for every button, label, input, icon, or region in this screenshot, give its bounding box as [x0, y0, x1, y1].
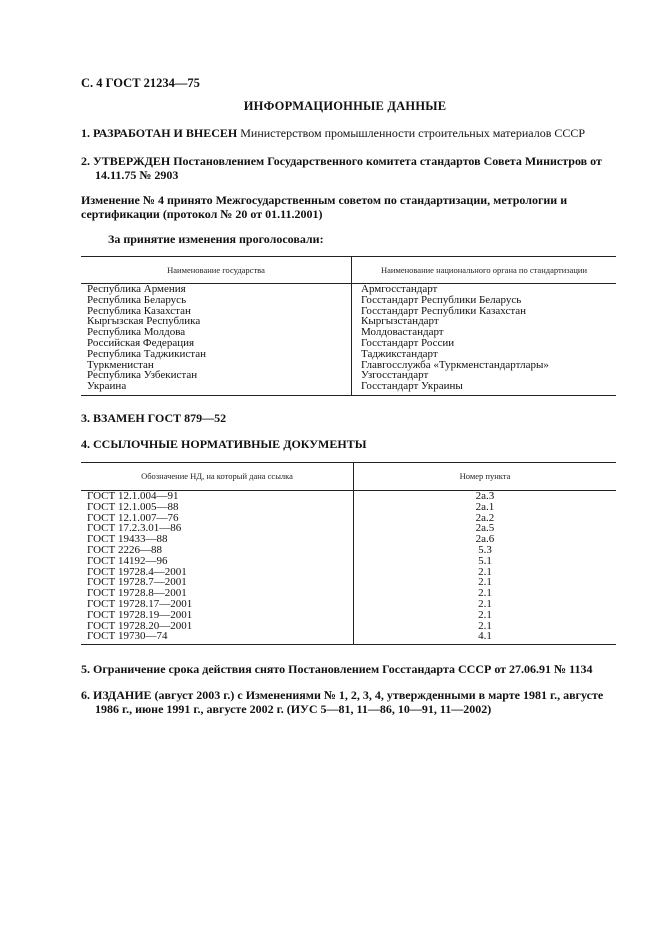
- table-cell: Госстандарт Украины: [361, 380, 463, 393]
- table-cell: Кыргызская Республика: [87, 315, 201, 328]
- item-developed-text: Министерством промышленности строительных материалов СССР: [240, 126, 586, 140]
- table-cell: Госстандарт России: [361, 336, 455, 349]
- item-approved-label: 2. УТВЕРЖДЕН: [81, 154, 171, 168]
- voted-header: За принятие изменения проголосовали:: [108, 232, 324, 246]
- table-cell: 2.1: [478, 587, 492, 600]
- item-developed: [81, 126, 616, 140]
- table-cell: ГОСТ 14192—96: [87, 554, 168, 567]
- table-cell: 2.1: [478, 576, 492, 589]
- table-cell: Армгосстандарт: [361, 283, 438, 295]
- references-table-docs: [81, 491, 354, 645]
- amendment-note: Изменение № 4 принято Межгосударственным советом по стандартизации, метрологии и сертификации (протокол № 20 от 01.11.2001): [81, 193, 568, 222]
- table-cell: 2.1: [478, 597, 492, 610]
- table-cell: ГОСТ 19728.8—2001: [87, 587, 187, 600]
- references-table: [81, 462, 616, 645]
- table-cell: 2.1: [478, 608, 492, 621]
- table-cell: ГОСТ 19728.7—2001: [87, 576, 187, 589]
- table-cell: Молдовастандарт: [361, 326, 444, 339]
- table-cell: ГОСТ 19728.20—2001: [87, 619, 193, 632]
- table-cell: 2а.6: [475, 533, 495, 546]
- table-cell: ГОСТ 2226—88: [87, 543, 162, 556]
- table-cell: 5.1: [478, 554, 492, 567]
- references-table-header-clause: Номер пункта: [354, 463, 617, 491]
- voting-table-header-state: Наименование государства: [81, 257, 352, 284]
- references-table-header-doc: Обозначение НД, на который дана ссылка: [81, 463, 354, 491]
- table-cell: Туркменистан: [87, 358, 154, 371]
- table-cell: ГОСТ 12.1.004—91: [87, 490, 179, 502]
- page-header: С. 4 ГОСТ 21234—75: [81, 76, 200, 90]
- item-references: 4. ССЫЛОЧНЫЕ НОРМАТИВНЫЕ ДОКУМЕНТЫ: [81, 437, 367, 451]
- table-cell: Республика Узбекистан: [87, 369, 198, 382]
- table-cell: Республика Молдова: [87, 326, 186, 339]
- table-cell: Республика Казахстан: [87, 304, 191, 317]
- table-cell: Республика Беларусь: [87, 293, 187, 306]
- table-cell: ГОСТ 19728.17—2001: [87, 597, 193, 610]
- item-approved: [81, 154, 630, 183]
- voting-table-bodies: [352, 284, 617, 396]
- table-cell: ГОСТ 19730—74: [87, 630, 168, 643]
- item-validity: 5. Ограничение срока действия снято Постановлением Госстандарта СССР от 27.06.91 № 1134: [81, 662, 593, 676]
- table-cell: Республика Армения: [87, 283, 186, 295]
- table-cell: ГОСТ 19433—88: [87, 533, 168, 546]
- item-edition: 6. ИЗДАНИЕ (август 2003 г.) с Изменениями № 1, 2, 3, 4, утвержденными в марте 1981 г., августе 1986 г., июне 1991 г., августе 2002 г. (ИУС 5—81, 11—86, 10—91, 11—2002): [81, 688, 604, 717]
- item-replaced: 3. ВЗАМЕН ГОСТ 879—52: [81, 411, 227, 425]
- table-cell: Республика Таджикистан: [87, 347, 206, 360]
- table-cell: ГОСТ 19728.4—2001: [87, 565, 187, 578]
- table-cell: Госстандарт Республики Казахстан: [361, 304, 527, 317]
- table-cell: Главгосслужба «Туркменстандартлары»: [361, 358, 549, 371]
- table-cell: ГОСТ 17.2.3.01—86: [87, 522, 182, 535]
- table-cell: Узгосстандарт: [361, 369, 429, 382]
- table-cell: 2а.5: [475, 522, 495, 535]
- table-cell: 2.1: [478, 619, 492, 632]
- table-cell: 4.1: [478, 630, 492, 643]
- table-cell: 2.1: [478, 565, 492, 578]
- item-developed-label: 1. РАЗРАБОТАН И ВНЕСЕН: [81, 126, 238, 140]
- item-approved-text: Постановлением Государственного комитета стандартов Совета Министров от 14.11.75 № 2903: [95, 154, 602, 183]
- table-cell: 2а.1: [475, 500, 495, 513]
- table-cell: Госстандарт Республики Беларусь: [361, 293, 522, 306]
- table-cell: 5.3: [478, 543, 492, 556]
- section-title: ИНФОРМАЦИОННЫЕ ДАННЫЕ: [243, 99, 447, 113]
- voting-table-states: [81, 284, 352, 396]
- table-cell: Таджикстандарт: [361, 347, 438, 360]
- voting-table-header-body: Наименование национального органа по стандартизации: [352, 257, 617, 284]
- table-cell: Кыргызстандарт: [361, 315, 439, 328]
- table-cell: ГОСТ 12.1.007—76: [87, 511, 179, 524]
- table-cell: Российская Федерация: [87, 336, 195, 349]
- table-cell: ГОСТ 12.1.005—88: [87, 500, 179, 513]
- table-cell: Украина: [87, 380, 127, 393]
- voting-table: [81, 256, 616, 396]
- references-table-clauses: [354, 491, 617, 645]
- table-cell: 2а.3: [475, 490, 495, 502]
- table-cell: ГОСТ 19728.19—2001: [87, 608, 193, 621]
- table-cell: 2а.2: [475, 511, 495, 524]
